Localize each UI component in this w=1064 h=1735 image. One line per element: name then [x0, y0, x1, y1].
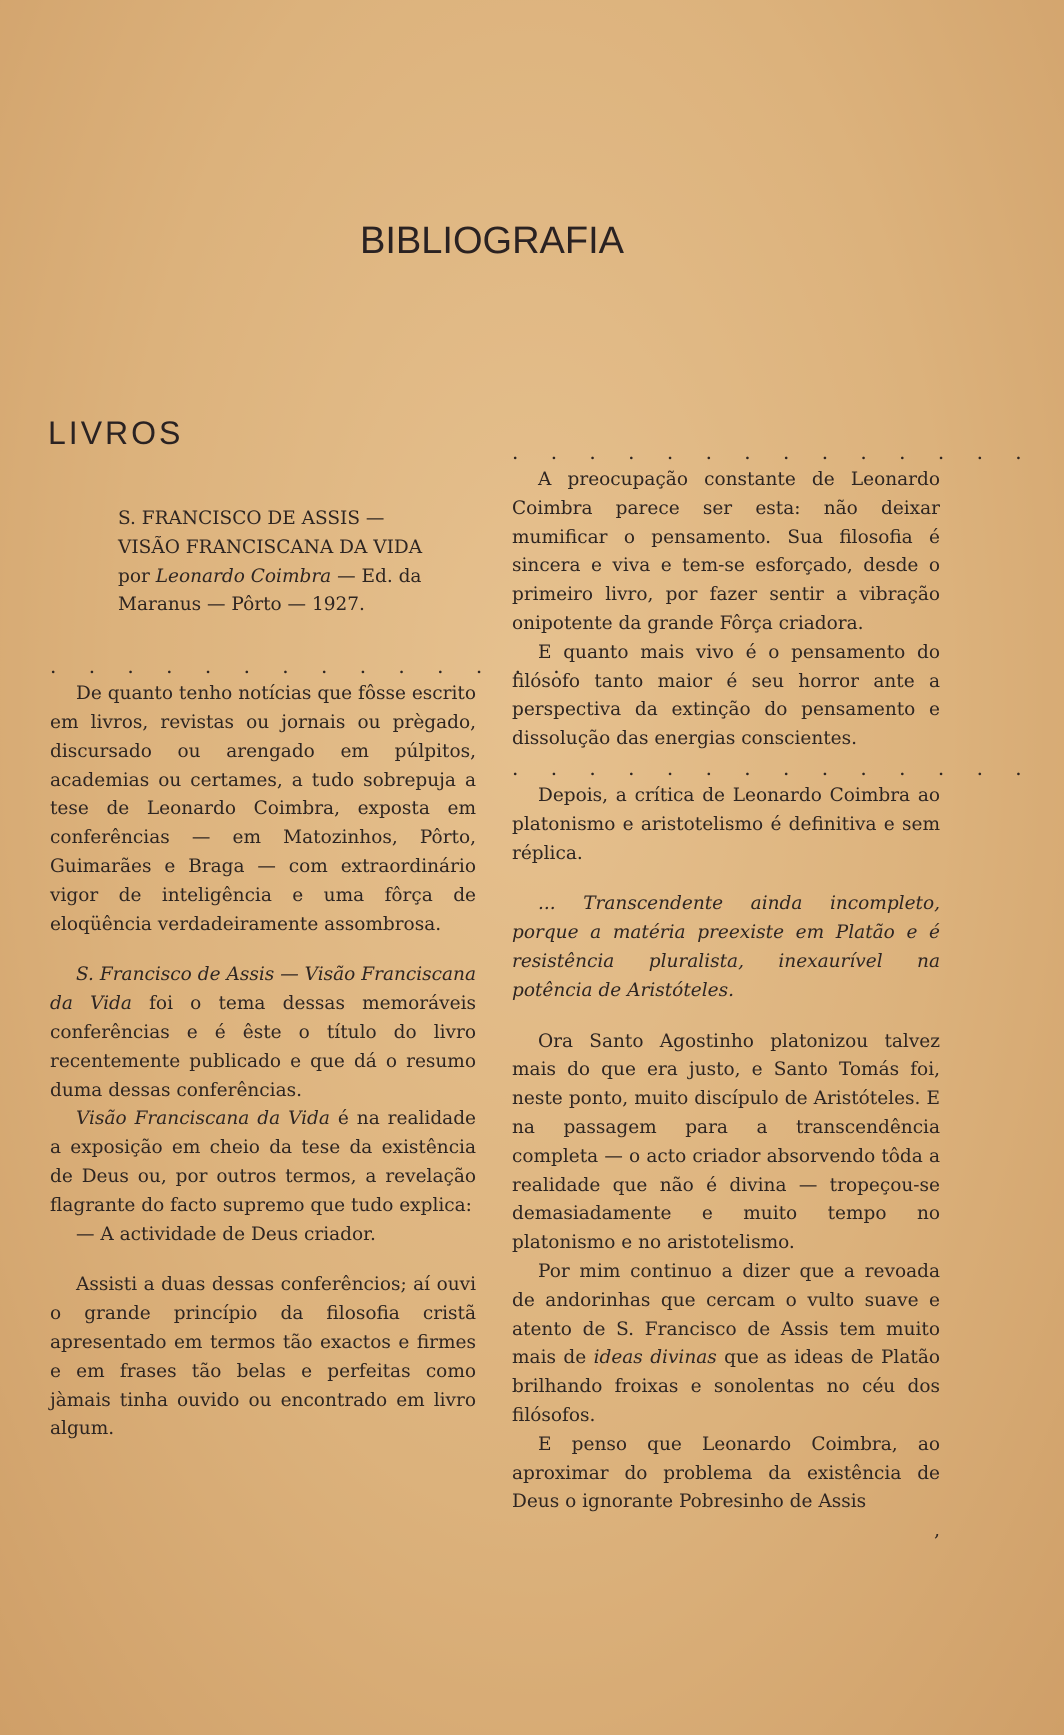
reference-line-2: VISÃO FRANCISCANA DA VIDA [118, 536, 423, 558]
quotation-text: ... Transcendente ainda incompleto, porque a matéria preexiste em Platão e é resistência pluralista, inexaurível na potência de Aristóteles. [512, 893, 940, 1001]
right-column [512, 438, 1035, 1546]
book-title-italic: S. Francisco de Assis — Visão Franciscana da Vida [50, 964, 476, 1015]
spacer [512, 1006, 940, 1028]
paragraph: Ora Santo Agostinho platonizou talvez mais do que era justo, e Santo Tomás foi, neste ponto, muito discípulo de Aristóteles. E na passagem para a transcendência completa — o acto criador absorvendo tôda a realidade que não é divina — tropeçou-se demasiadamente e muito tempo no platonismo e no aristotelismo. [512, 1030, 940, 1254]
paragraph: Depois, a crítica de Leonardo Coimbra ao platonismo e aristotelismo é definitiva e sem réplica. [512, 784, 940, 864]
ellipsis-divider: . . . . . . . . . . . . . . [50, 654, 573, 679]
spacer [50, 1249, 476, 1271]
paragraph-text: é na realidade a exposição em cheio da tese da existência de Deus ou, por outros termos, a revelação flagrante do facto supremo que tudo explica: [50, 1108, 477, 1216]
quotation [512, 890, 940, 1005]
ellipsis-divider: . . . . . . . . . . . . . . [512, 440, 1035, 464]
book-reference [50, 505, 476, 620]
spacer [50, 939, 476, 961]
reference-line-1: S. FRANCISCO DE ASSIS — [118, 508, 385, 529]
paragraph-text: que as ideas de Platão brilhando froixas e sonolentas no céu dos filósofos. [512, 1347, 940, 1426]
paragraph-text: foi o tema dessas memoráveis conferências e é êste o título do livro recentemente publicado e que dá o resumo duma dessas conferências. [50, 993, 476, 1101]
paragraph [50, 961, 476, 1105]
paragraph: Assisti a duas dessas conferêncios; aí ouvi o grande princípio da filosofia cristã apresentado em termos tão exactos e firmes e em frases tão belas e perfeitas como jàmais tinha ouvido ou encontrado em livro algum. [50, 1274, 476, 1440]
paragraph-text: Por mim continuo a dizer que a revoada de andorinhas que cercam o vulto suave e atento de S. Francisco de Assis tem muito mais de [512, 1260, 940, 1369]
reference-edition: — Ed. da [331, 565, 422, 587]
trailing-mark: , [934, 1520, 940, 1542]
paragraph: — A actividade de Deus criador. [76, 1223, 376, 1245]
reference-line-3 [118, 563, 476, 592]
paragraph: E penso que Leonardo Coimbra, ao aproximar do problema da existência de Deus o ignorante Pobresinho de Assis [512, 1433, 940, 1513]
paragraph [512, 1258, 940, 1431]
spacer [512, 868, 940, 890]
reference-by: por [118, 565, 156, 587]
left-column [50, 505, 573, 1444]
paragraph: E quanto mais vivo é o pensamento do filósofo tanto maior é seu horror ante a perspectiva da extinção do pensamento e dissolução das energias conscientes. [512, 641, 940, 750]
ellipsis-divider: . . . . . . . . . . . . . . [512, 755, 1035, 780]
book-title-italic: Visão Franciscana da Vida [76, 1108, 330, 1130]
paragraph [50, 1105, 476, 1220]
reference-line-4: Maranus — Pôrto — 1927. [118, 594, 365, 616]
section-title: LIVROS [48, 415, 184, 451]
emphasis-italic: ideas divinas [593, 1347, 717, 1369]
paragraph: De quanto tenho notícias que fôsse escrito em livros, revistas ou jornais ou prègado, discursado ou arengado em púlpitos, academias ou certames, a tudo sobrepuja a tese de Leonardo Coimbra, exposta em conferências — em Matozinhos, Pôrto, Guimarães e Braga — com extraordinário vigor de inteligência e uma fôrça de eloqüência verdadeiramente assombrosa. [50, 683, 476, 935]
paragraph: A preocupação constante de Leonardo Coimbra parece ser esta: não deixar mumificar o pensamento. Sua filosofia é sincera e viva e tem-se esforçado, desde o primeiro livro, por fazer sentir a vibração onipotente da grande Fôrça criadora. [512, 469, 940, 634]
page-title: BIBLIOGRAFIA [360, 220, 624, 262]
reference-author: Leonardo Coimbra [155, 565, 332, 587]
